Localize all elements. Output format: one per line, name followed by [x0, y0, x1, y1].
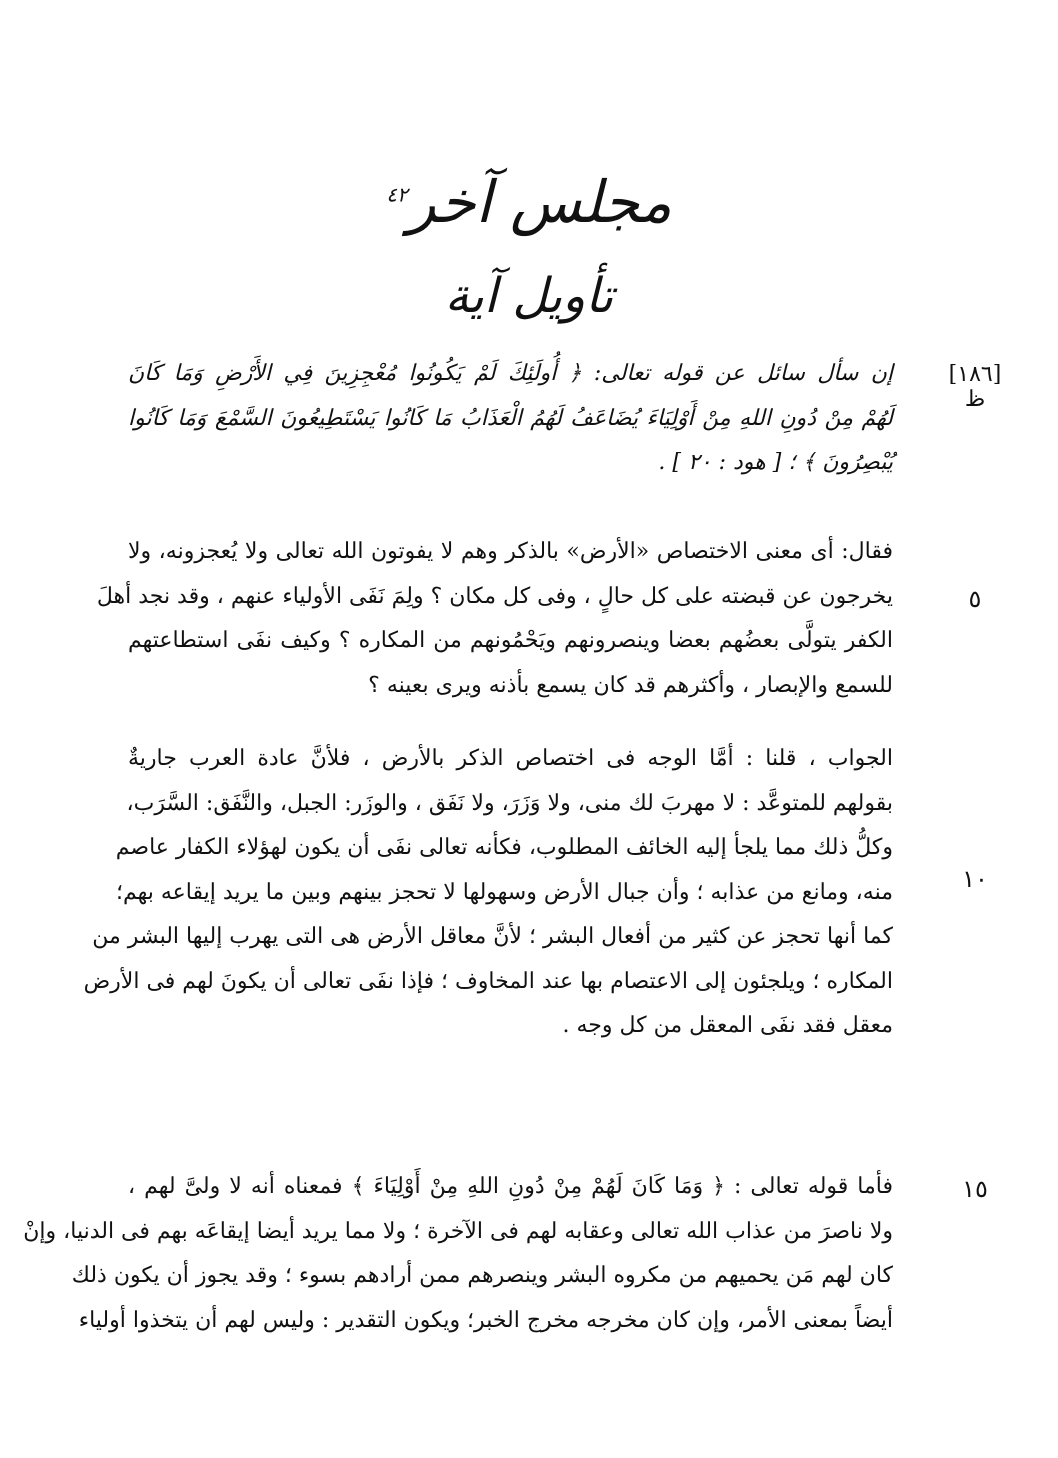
- text-line: وكلُّ ذلك مما يلجأ إليه الخائف المطلوب، فكأنه تعالى نفَى أن يكون لهؤلاء الكفار عاصم: [115, 835, 893, 860]
- text-line: إن سأل سائل عن قوله تعالى: ﴿ أُولَئِكَ لَمْ يَكُونُوا مُعْجِزِينَ فِي الأَرْضِ وَمَا كَانَ: [128, 361, 893, 386]
- paragraph-objection: [96, 530, 893, 708]
- majlis-number: ٤٢: [386, 182, 408, 207]
- text-line: فأما قوله تعالى : ﴿ وَمَا كَانَ لَهُمْ مِنْ دُونِ اللهِ مِنْ أَوْلِيَاءَ ﴾ فمعناه أنه لا ولىَّ لهم ،: [128, 1174, 893, 1199]
- line-number-5: ٥: [968, 585, 982, 613]
- margin-page-reference: [930, 362, 1020, 413]
- text-line: منه، ومانع من عذابه ؛ وأن جبال الأرض وسهولها لا تحجز بينهم وبين ما يريد إيقاعه بهم؛: [115, 879, 893, 905]
- majlis-heading: [300, 168, 758, 238]
- line-number-15: ١٥: [962, 1175, 988, 1203]
- majlis-title-text: مجلس آخر: [407, 168, 672, 236]
- text-line: كان لهم مَن يحميهم من مكروه البشر وينصرهم ممن أرادهم بسوء ؛ وقد يجوز أن يكون ذلك: [71, 1263, 893, 1288]
- page-ref-number: [١٨٦]: [948, 362, 1002, 387]
- paragraph-explanation: [23, 1165, 893, 1343]
- text-line: كما أنها تحجز عن كثير من أفعال البشر ؛ لأنَّ معاقل الأرض هى التى يهرب إليها البشر من: [92, 924, 893, 949]
- text-line: الجواب ، قلنا : أمَّا الوجه فى اختصاص الذكر بالأرض ، فلأنَّ عادة العرب جاريةٌ: [128, 746, 893, 771]
- text-line: لَهُمْ مِنْ دُونِ اللهِ مِنْ أَوْلِيَاءَ يُضَاعَفُ لَهُمُ الْعَذَابُ مَا كَانُوا يَسْتَطِيعُونَ السَّمْعَ وَمَا كَانُوا: [128, 405, 893, 431]
- text-line: يُبْصِرُونَ ﴾ ؛ [ هود : ٢٠ ] .: [658, 450, 893, 475]
- text-line: المكاره ؛ ويلجئون إلى الاعتصام بها عند المخاوف ؛ فإذا نفَى تعالى أن يكونَ لهم فى الأرض: [83, 968, 893, 994]
- text-line: للسمع والإبصار ، وأكثرهم قد كان يسمع بأذنه ويرى بعينه ؟: [368, 672, 893, 698]
- text-line: فقال: أى معنى الاختصاص «الأرض» بالذكر وهم لا يفوتون الله تعالى ولا يُعجزونه، ولا: [128, 539, 893, 564]
- section-heading: تأويل آية: [444, 268, 614, 324]
- paragraph-question: [128, 352, 893, 486]
- line-number-10: ١٠: [962, 865, 988, 893]
- text-line: يخرجون عن قبضته على كل حالٍ ، وفى كل مكان ؟ ولِمَ نَفَى الأولياء عنهم ، وقد نجد أهلَ: [96, 583, 893, 609]
- paragraph-answer: [83, 737, 893, 1049]
- text-line: معقل فقد نفَى المعقل من كل وجه .: [562, 1013, 893, 1038]
- page-ref-letter: ظ: [964, 387, 986, 413]
- text-line: الكفر يتولَّى بعضُهم بعضا وينصرونهم ويَحْمُونهم من المكاره ؟ وكيف نفَى استطاعتهم: [128, 628, 893, 653]
- text-line: بقولهم للمتوعَّد : لا مهربَ لك منى، ولا وَزَرَ، ولا نَفَق ، والوزَر: الجبل، والنَّفَق: السَّرَب،: [126, 790, 893, 816]
- text-line: أيضاً بمعنى الأمر، وإن كان مخرجه مخرج الخبر؛ ويكون التقدير : وليس لهم أن يتخذوا أولياء: [78, 1307, 893, 1333]
- text-line: ولا ناصرَ من عذاب الله تعالى وعقابه لهم فى الآخرة ؛ ولا مما يريد أيضا إيقاعَه بهم فى الدنيا، وإنْ: [23, 1218, 893, 1244]
